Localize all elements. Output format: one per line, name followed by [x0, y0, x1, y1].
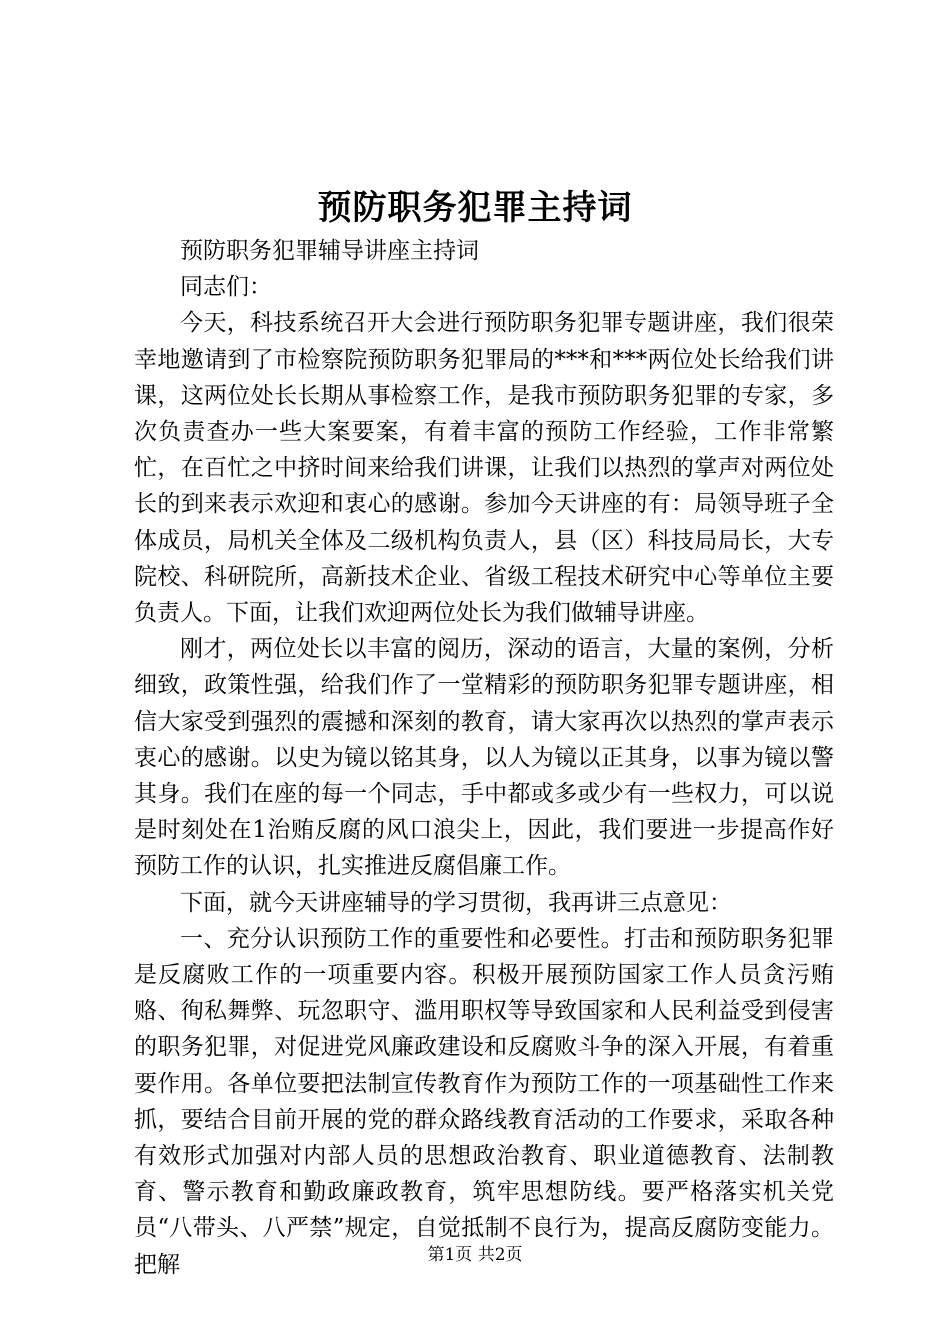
body-paragraph: 下面，就今天讲座辅导的学习贯彻，我再讲三点意见：	[180, 889, 732, 916]
body-paragraph: 一、充分认识预防工作的重要性和必要性。打击和预防职务犯罪是反腐败工作的一项重要内容。积极开展预防国家工作人员贪污贿赂、徇私舞弊、玩忽职守、滥用职权等导致国家和人民利益受到侵害的职务犯罪，对促进党风廉政建设和反腐败斗争的深入开展，有着重要作用。各单位要把法制宣传教育作为预防工作的一项基础性工作来抓，要结合目前开展的党的群众路线教育活动的工作要求，采取各种有效形式加强对内部人员的思想政治教育、职业道德教育、法制教育、警示教育和勤政廉政教育，筑牢思想防线。要严格落实机关党员“八带头、八严禁”规定，自觉抵制不良行为，提高反腐防变能力。把解	[134, 925, 834, 1278]
body-paragraph: 刚才，两位处长以丰富的阅历，深动的语言，大量的案例，分析细致，政策性强，给我们作了一堂精彩的预防职务犯罪专题讲座，相信大家受到强烈的震撼和深刻的教育，请大家再次以热烈的掌声表示衷心的感谢。以史为镜以铭其身，以人为镜以正其身，以事为镜以警其身。我们在座的每一个同志，手中都或多或少有一些权力，可以说是时刻处在1治贿反腐的风口浪尖上，因此，我们要进一步提高作好预防工作的认识，扎实推进反腐倡廉工作。	[134, 636, 834, 880]
page-number: 第1页	[427, 1245, 473, 1265]
document-body	[134, 233, 834, 1283]
page-footer	[0, 1243, 950, 1267]
document-title: 预防职务犯罪主持词	[317, 188, 633, 228]
page-total: 共2页	[477, 1245, 523, 1265]
salutation-paragraph: 同志们：	[180, 274, 272, 301]
subtitle-paragraph: 预防职务犯罪辅导讲座主持词	[180, 238, 479, 264]
body-paragraph: 今天，科技系统召开大会进行预防职务犯罪专题讲座，我们很荣幸地邀请到了市检察院预防职务犯罪局的***和***两位处长给我们讲课，这两位处长长期从事检察工作，是我市预防职务犯罪的专家，多次负责查办一些大案要案，有着丰富的预防工作经验，工作非常繁忙，在百忙之中挤时间来给我们讲课，让我们以热烈的掌声对两位处长的到来表示欢迎和衷心的感谢。参加今天讲座的有：局领导班子全体成员，局机关全体及二级机构负责人，县（区）科技局局长，大专院校、科研院所，高新技术企业、省级工程技术研究中心等单位主要负责人。下面，让我们欢迎两位处长为我们做辅导讲座。	[134, 310, 834, 627]
